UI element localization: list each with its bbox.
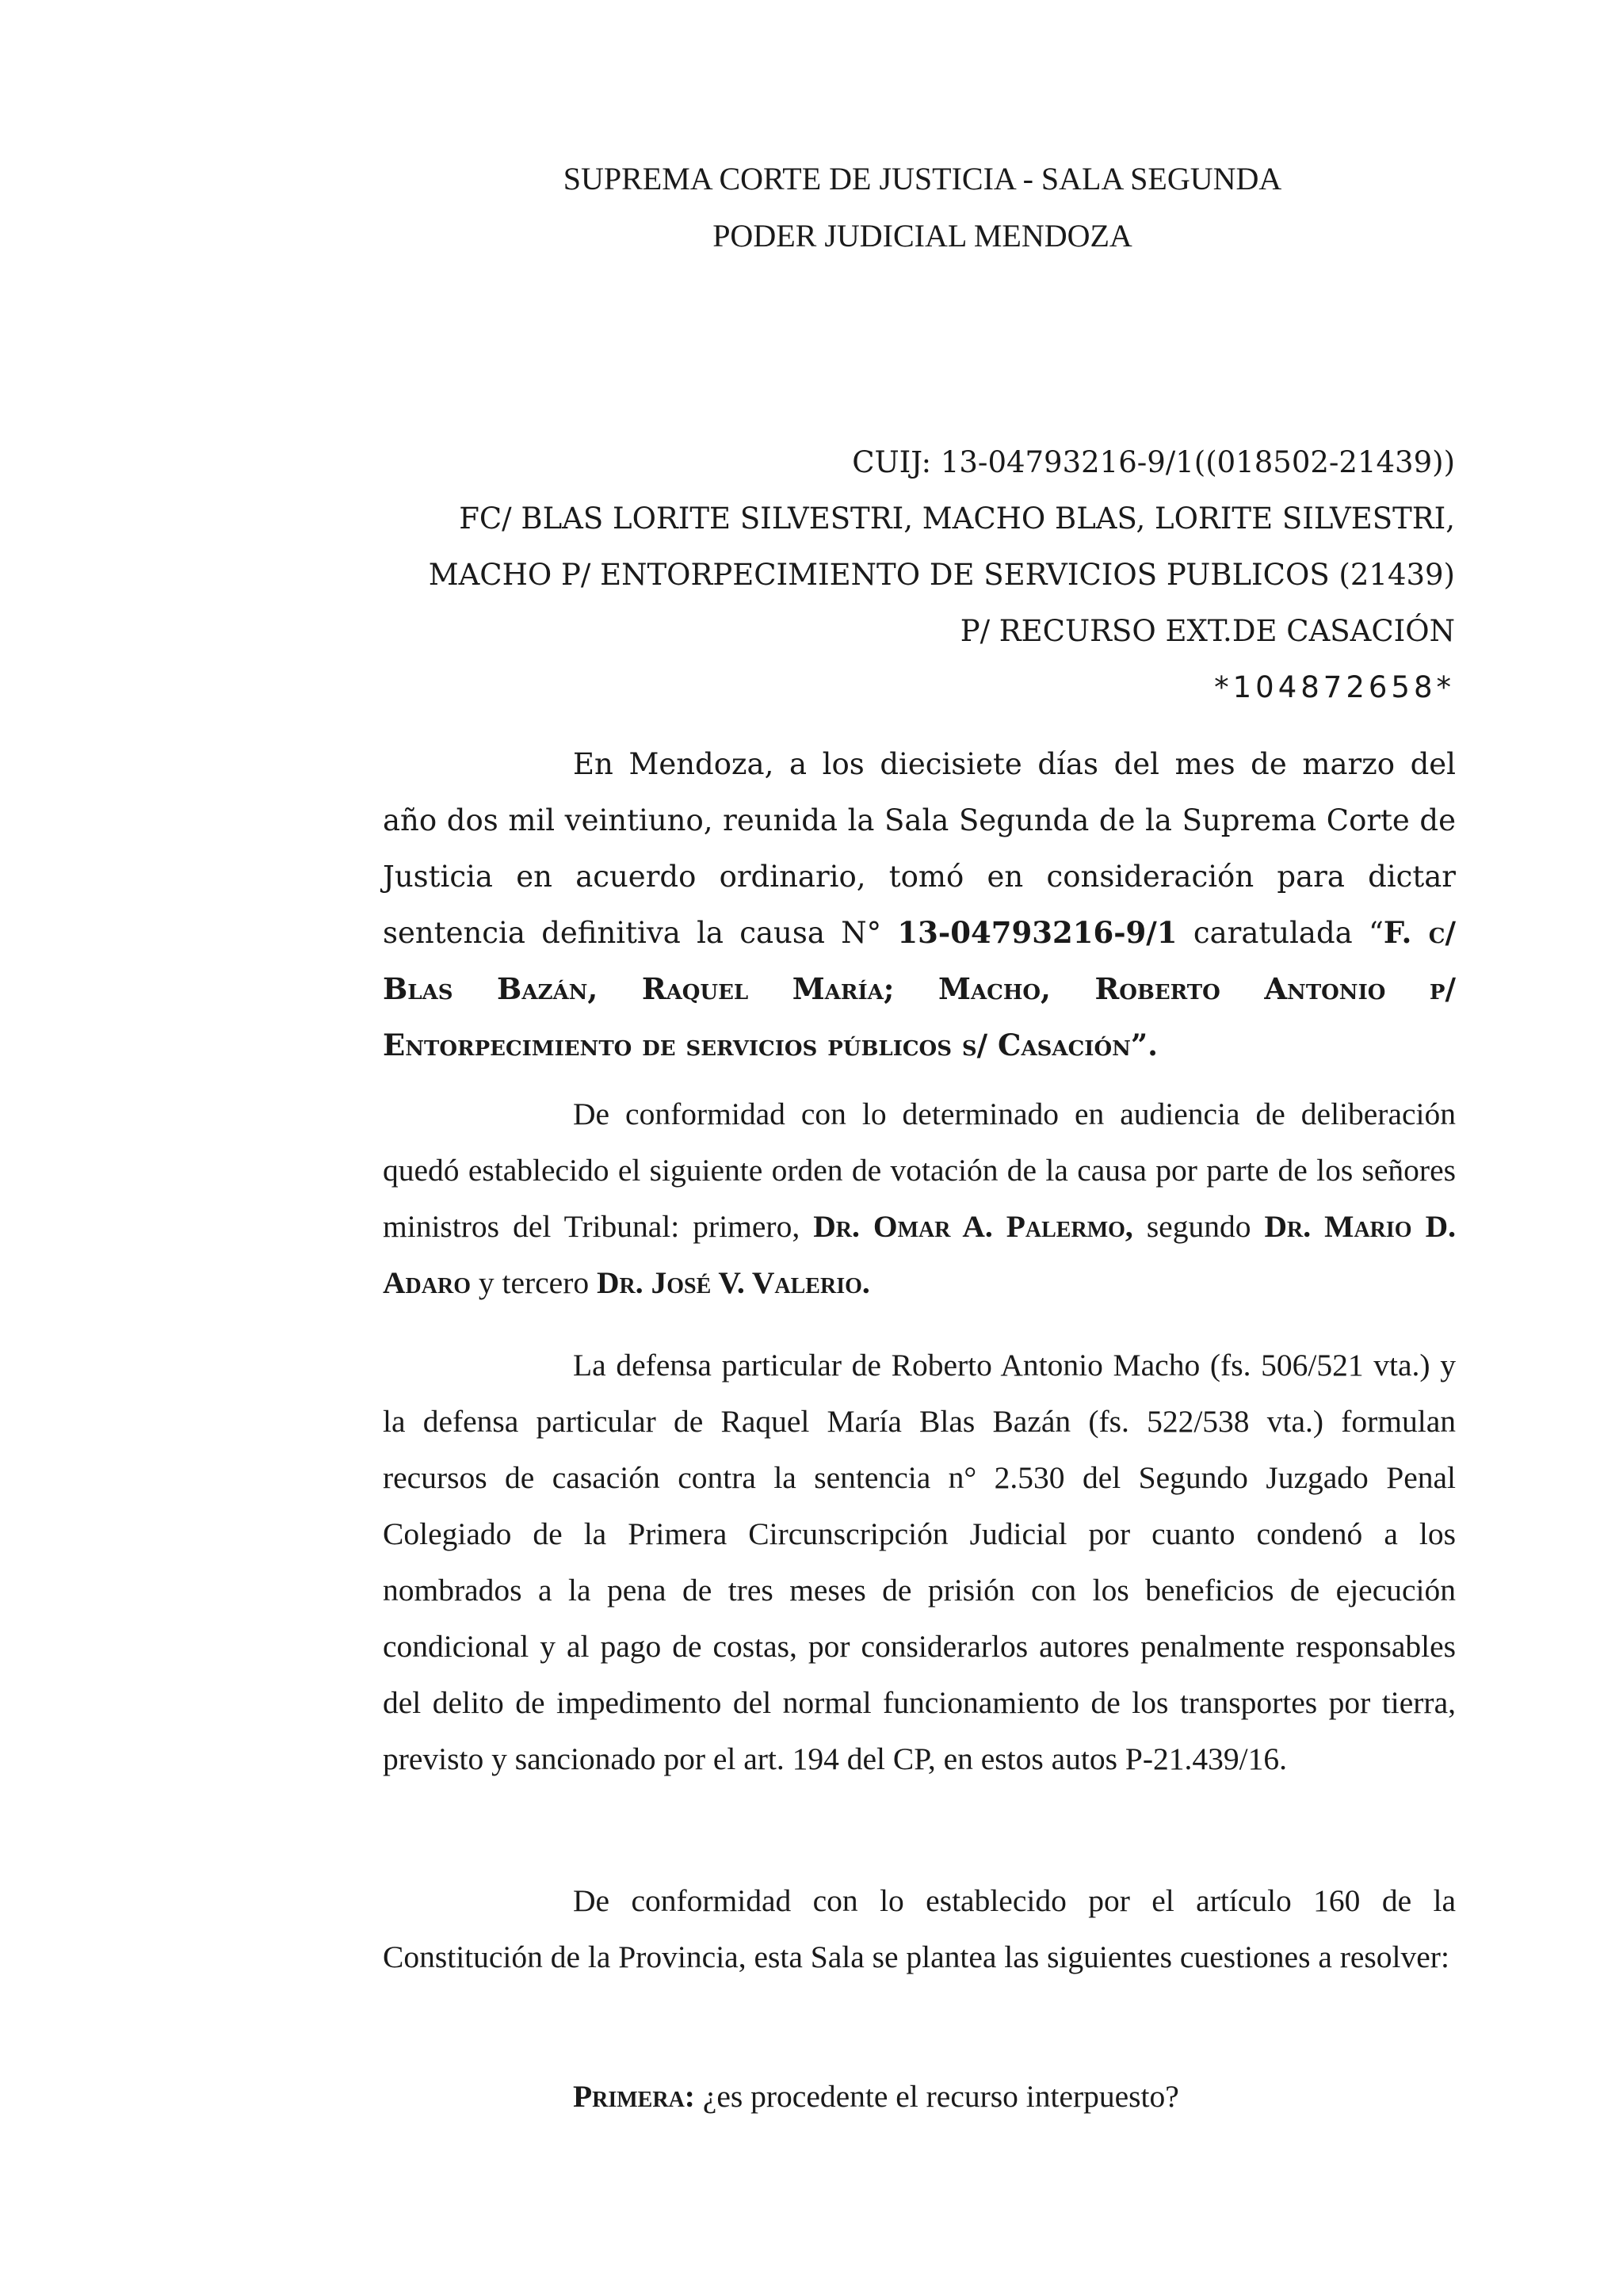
case-cuij: CUIJ: 13-04793216-9/1((018502-21439)) [852, 445, 1455, 479]
court-jurisdiction: PODER JUDICIAL MENDOZA [712, 218, 1132, 254]
judge-3: Dr. José V. Valerio. [596, 1265, 870, 1300]
court-header [0, 151, 1623, 265]
case-title-line-2: MACHO P/ ENTORPECIMIENTO DE SERVICIOS PUBLICOS (21439) [428, 558, 1455, 592]
voting-second: segundo [1132, 1209, 1265, 1244]
paragraph-text: De conformidad con lo establecido por el artículo 160 de la Constitución de la Provincia, esta Sala se plantea las siguientes cuestiones a resolver: [383, 1883, 1456, 1974]
paragraph-text [383, 2069, 1456, 2125]
paragraph-intro [383, 736, 1456, 1074]
intro-caratulada: caratulada “ [1177, 916, 1384, 950]
intro-closing: ”. [1130, 1028, 1159, 1062]
case-caratula: F. c/ Blas Bazán, Raquel María; Macho, Roberto Antonio p/ Entorpecimiento de servicios públicos s/ Casación [383, 915, 1456, 1062]
paragraph-voting-order [383, 1086, 1456, 1311]
voting-third: y tercero [470, 1265, 597, 1300]
court-name: SUPREMA CORTE DE JUSTICIA - SALA SEGUNDA [563, 161, 1282, 196]
intro-text: En Mendoza, a los diecisiete días del mes de marzo del año dos mil veintiuno, reunida la Sala Segunda de la Suprema Corte de Justicia en acuerdo ordinario, tomó en consideración para dictar sentencia definitiva la causa N° [383, 747, 1456, 950]
paragraph-text [383, 736, 1456, 1074]
paragraph-background [383, 1337, 1456, 1787]
question-label: Primera: [573, 2079, 695, 2114]
voting-text: De conformidad con lo determinado en audiencia de deliberación quedó establecido el siguiente orden de votación de la causa por parte de los señores ministros del Tribunal: primero, [383, 1097, 1456, 1244]
case-title-line-1: FC/ BLAS LORITE SILVESTRI, MACHO BLAS, LORITE SILVESTRI, [459, 502, 1455, 536]
barcode-number: *104872658* [1214, 670, 1455, 704]
case-caption [380, 434, 1455, 715]
judge-1: Dr. Omar A. Palermo, [813, 1209, 1133, 1244]
causa-number: 13-04793216-9/1 [897, 915, 1178, 950]
judge-2: Dr. Mario D. Adaro [383, 1209, 1457, 1300]
question-text: ¿es procedente el recurso interpuesto? [694, 2079, 1179, 2114]
paragraph-text [383, 1086, 1456, 1311]
paragraph-text: La defensa particular de Roberto Antonio Macho (fs. 506/521 vta.) y la defensa particular de Raquel María Blas Bazán (fs. 522/538 vta.) formulan recursos de casación contra la sentencia n° 2.530 del Segundo Juzgado Penal Colegiado de la Primera Circunscripción Judicial por cuanto condenó a los nombrados a la pena de tres meses de prisión con los beneficios de ejecución condicional y al pago de costas, por considerarlos autores penalmente responsables del delito de impedimento del normal funcionamiento de los transportes por tierra, previsto y sancionado por el art. 194 del CP, en estos autos P-21.439/16. [383, 1348, 1456, 1776]
case-title-line-3: P/ RECURSO EXT.DE CASACIÓN [960, 614, 1455, 648]
paragraph-questions [383, 1873, 1456, 1985]
question-first [383, 2069, 1456, 2125]
